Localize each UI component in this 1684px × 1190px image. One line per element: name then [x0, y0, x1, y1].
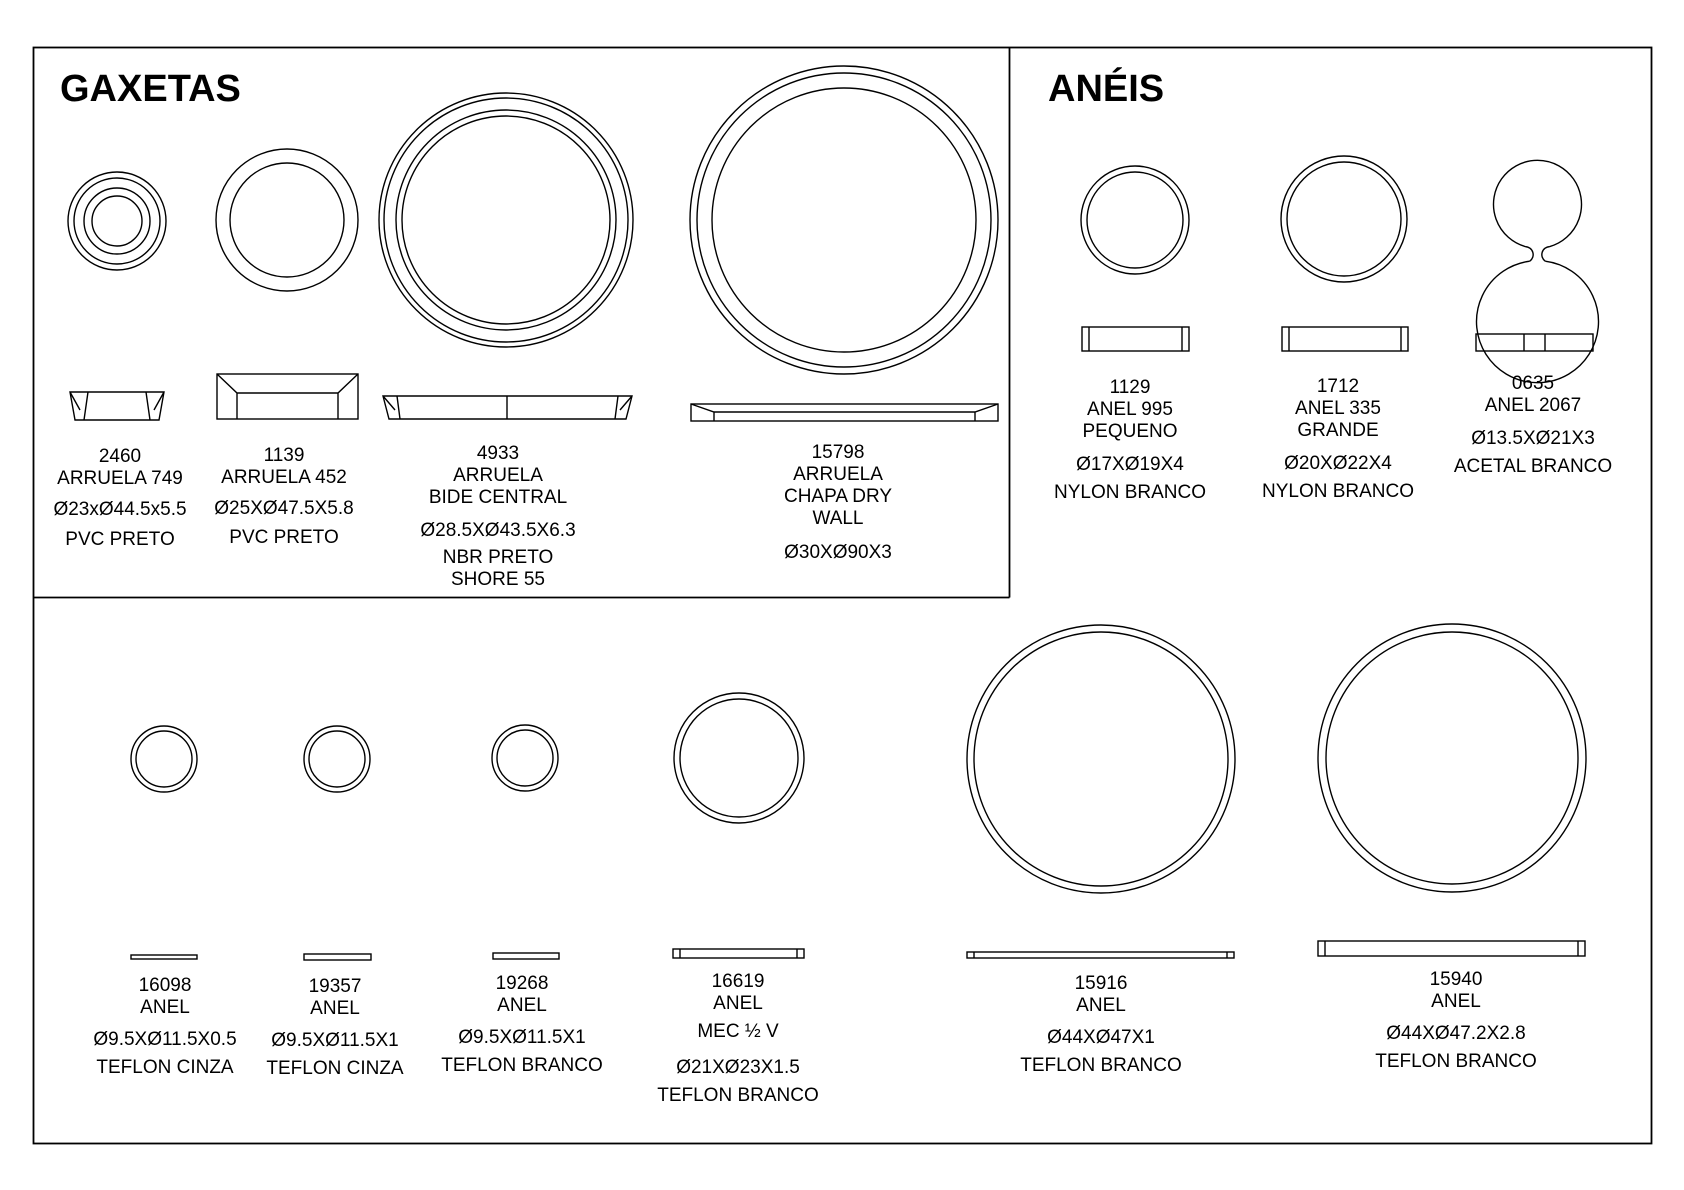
part-4933-label [420, 443, 575, 590]
part-code: 16619 [711, 971, 765, 992]
part-name: ANEL [310, 998, 360, 1019]
part-code: 2460 [98, 446, 142, 467]
part-dimensions: Ø21XØ23X1.5 [676, 1057, 800, 1078]
part-15940-top-view [1318, 624, 1586, 892]
part-1712-top-view [1281, 156, 1407, 282]
part-name: ANEL 335 [1295, 398, 1381, 419]
part-15940-side-view [1318, 941, 1585, 956]
part-dimensions: Ø9.5XØ11.5X1 [458, 1027, 586, 1048]
part-name: ARRUELA 452 [221, 467, 347, 488]
part-dimensions: Ø44XØ47.2X2.8 [1386, 1023, 1526, 1044]
part-1139-top-view [216, 149, 358, 291]
outer-frame [34, 48, 1652, 1144]
part-name: ANEL [713, 993, 763, 1014]
part-name: ARRUELA [453, 465, 543, 486]
part-material: TEFLON CINZA [266, 1058, 404, 1079]
part-dimensions: Ø30XØ90X3 [784, 542, 892, 563]
part-code: 19357 [308, 976, 362, 997]
part-2460-top-view [68, 172, 166, 270]
part-material: TEFLON BRANCO [1020, 1055, 1182, 1076]
part-code: 15940 [1429, 969, 1483, 990]
part-4933-top-view [379, 93, 633, 347]
part-material: TEFLON BRANCO [441, 1055, 603, 1076]
part-material: NYLON BRANCO [1261, 481, 1415, 502]
part-dimensions: Ø44XØ47X1 [1047, 1027, 1155, 1048]
part-2460-label [53, 446, 186, 550]
part-dimensions: Ø9.5XØ11.5X1 [271, 1030, 399, 1051]
part-material: NBR PRETO [442, 547, 554, 568]
part-name-line2: MEC ½ V [697, 1021, 779, 1042]
part-name: ARRUELA [793, 464, 883, 485]
part-dimensions: Ø13.5XØ21X3 [1471, 428, 1595, 449]
part-0635-label [1454, 373, 1612, 477]
part-15916-top-view [967, 625, 1235, 893]
part-name: ANEL 2067 [1484, 395, 1582, 416]
part-dimensions: Ø17XØ19X4 [1076, 454, 1184, 475]
part-material: TEFLON BRANCO [657, 1085, 819, 1106]
part-code: 0635 [1511, 373, 1555, 394]
part-name-line3: WALL [812, 508, 864, 529]
part-dimensions: Ø9.5XØ11.5X0.5 [93, 1029, 237, 1050]
part-19357-label [266, 976, 404, 1079]
part-name: ANEL [497, 995, 547, 1016]
part-name: ANEL [140, 997, 190, 1018]
part-code: 16098 [138, 975, 192, 996]
part-15916-side-view [967, 952, 1234, 958]
part-1139-side-view [217, 374, 358, 419]
part-16619-side-view [673, 949, 804, 958]
part-16619-top-view [674, 693, 804, 823]
aneis-heading: ANÉIS [1048, 68, 1165, 110]
part-19268-top-view [492, 725, 558, 791]
part-code: 15798 [811, 442, 865, 463]
part-19357-side-view [304, 954, 371, 960]
part-15916-label [1020, 973, 1182, 1076]
part-material-line2: SHORE 55 [451, 569, 545, 590]
part-material: PVC PRETO [229, 527, 339, 548]
part-dimensions: Ø25XØ47.5X5.8 [214, 498, 354, 519]
part-material: NYLON BRANCO [1053, 482, 1207, 503]
part-15940-label [1375, 969, 1537, 1072]
part-dimensions: Ø28.5XØ43.5X6.3 [420, 520, 576, 541]
part-0635-side-view [1476, 334, 1593, 351]
part-material: ACETAL BRANCO [1453, 456, 1613, 477]
part-0635-top-view [1476, 160, 1598, 382]
gaxetas-heading: GAXETAS [60, 68, 241, 110]
part-material: TEFLON BRANCO [1375, 1051, 1537, 1072]
part-16098-label [93, 975, 236, 1078]
part-1139-label [214, 445, 353, 548]
part-code: 4933 [476, 443, 520, 464]
part-dimensions: Ø20XØ22X4 [1284, 453, 1392, 474]
part-1129-top-view [1081, 166, 1189, 274]
part-15798-label [784, 442, 892, 563]
part-name: ANEL 995 [1087, 399, 1173, 420]
part-name-line2: GRANDE [1297, 420, 1379, 441]
part-code: 19268 [495, 973, 549, 994]
part-2460-side-view [70, 392, 164, 420]
part-name-line2: CHAPA DRY [783, 486, 893, 507]
part-name: ANEL [1076, 995, 1126, 1016]
part-16619-label [657, 971, 819, 1106]
part-16098-side-view [131, 955, 197, 959]
part-1129-side-view [1082, 327, 1189, 351]
part-1712-side-view [1282, 327, 1408, 351]
part-4933-side-view [383, 396, 632, 419]
part-1712-label [1262, 376, 1414, 502]
part-19357-top-view [304, 726, 370, 792]
part-name: ANEL [1431, 991, 1481, 1012]
part-code: 15916 [1074, 973, 1128, 994]
part-dimensions: Ø23xØ44.5x5.5 [53, 499, 187, 520]
part-code: 1712 [1316, 376, 1360, 397]
part-code: 1129 [1109, 377, 1151, 398]
part-19268-label [441, 973, 603, 1076]
part-15798-side-view [691, 404, 998, 421]
part-name-line2: PEQUENO [1082, 421, 1178, 442]
part-15798-top-view [690, 66, 998, 374]
part-code: 1139 [263, 445, 305, 466]
part-1129-label [1054, 377, 1206, 503]
part-name-line2: BIDE CENTRAL [428, 487, 568, 508]
part-material: PVC PRETO [65, 529, 175, 550]
part-16098-top-view [131, 726, 197, 792]
part-name: ARRUELA 749 [57, 468, 183, 489]
part-material: TEFLON CINZA [96, 1057, 234, 1078]
part-19268-side-view [493, 953, 559, 959]
